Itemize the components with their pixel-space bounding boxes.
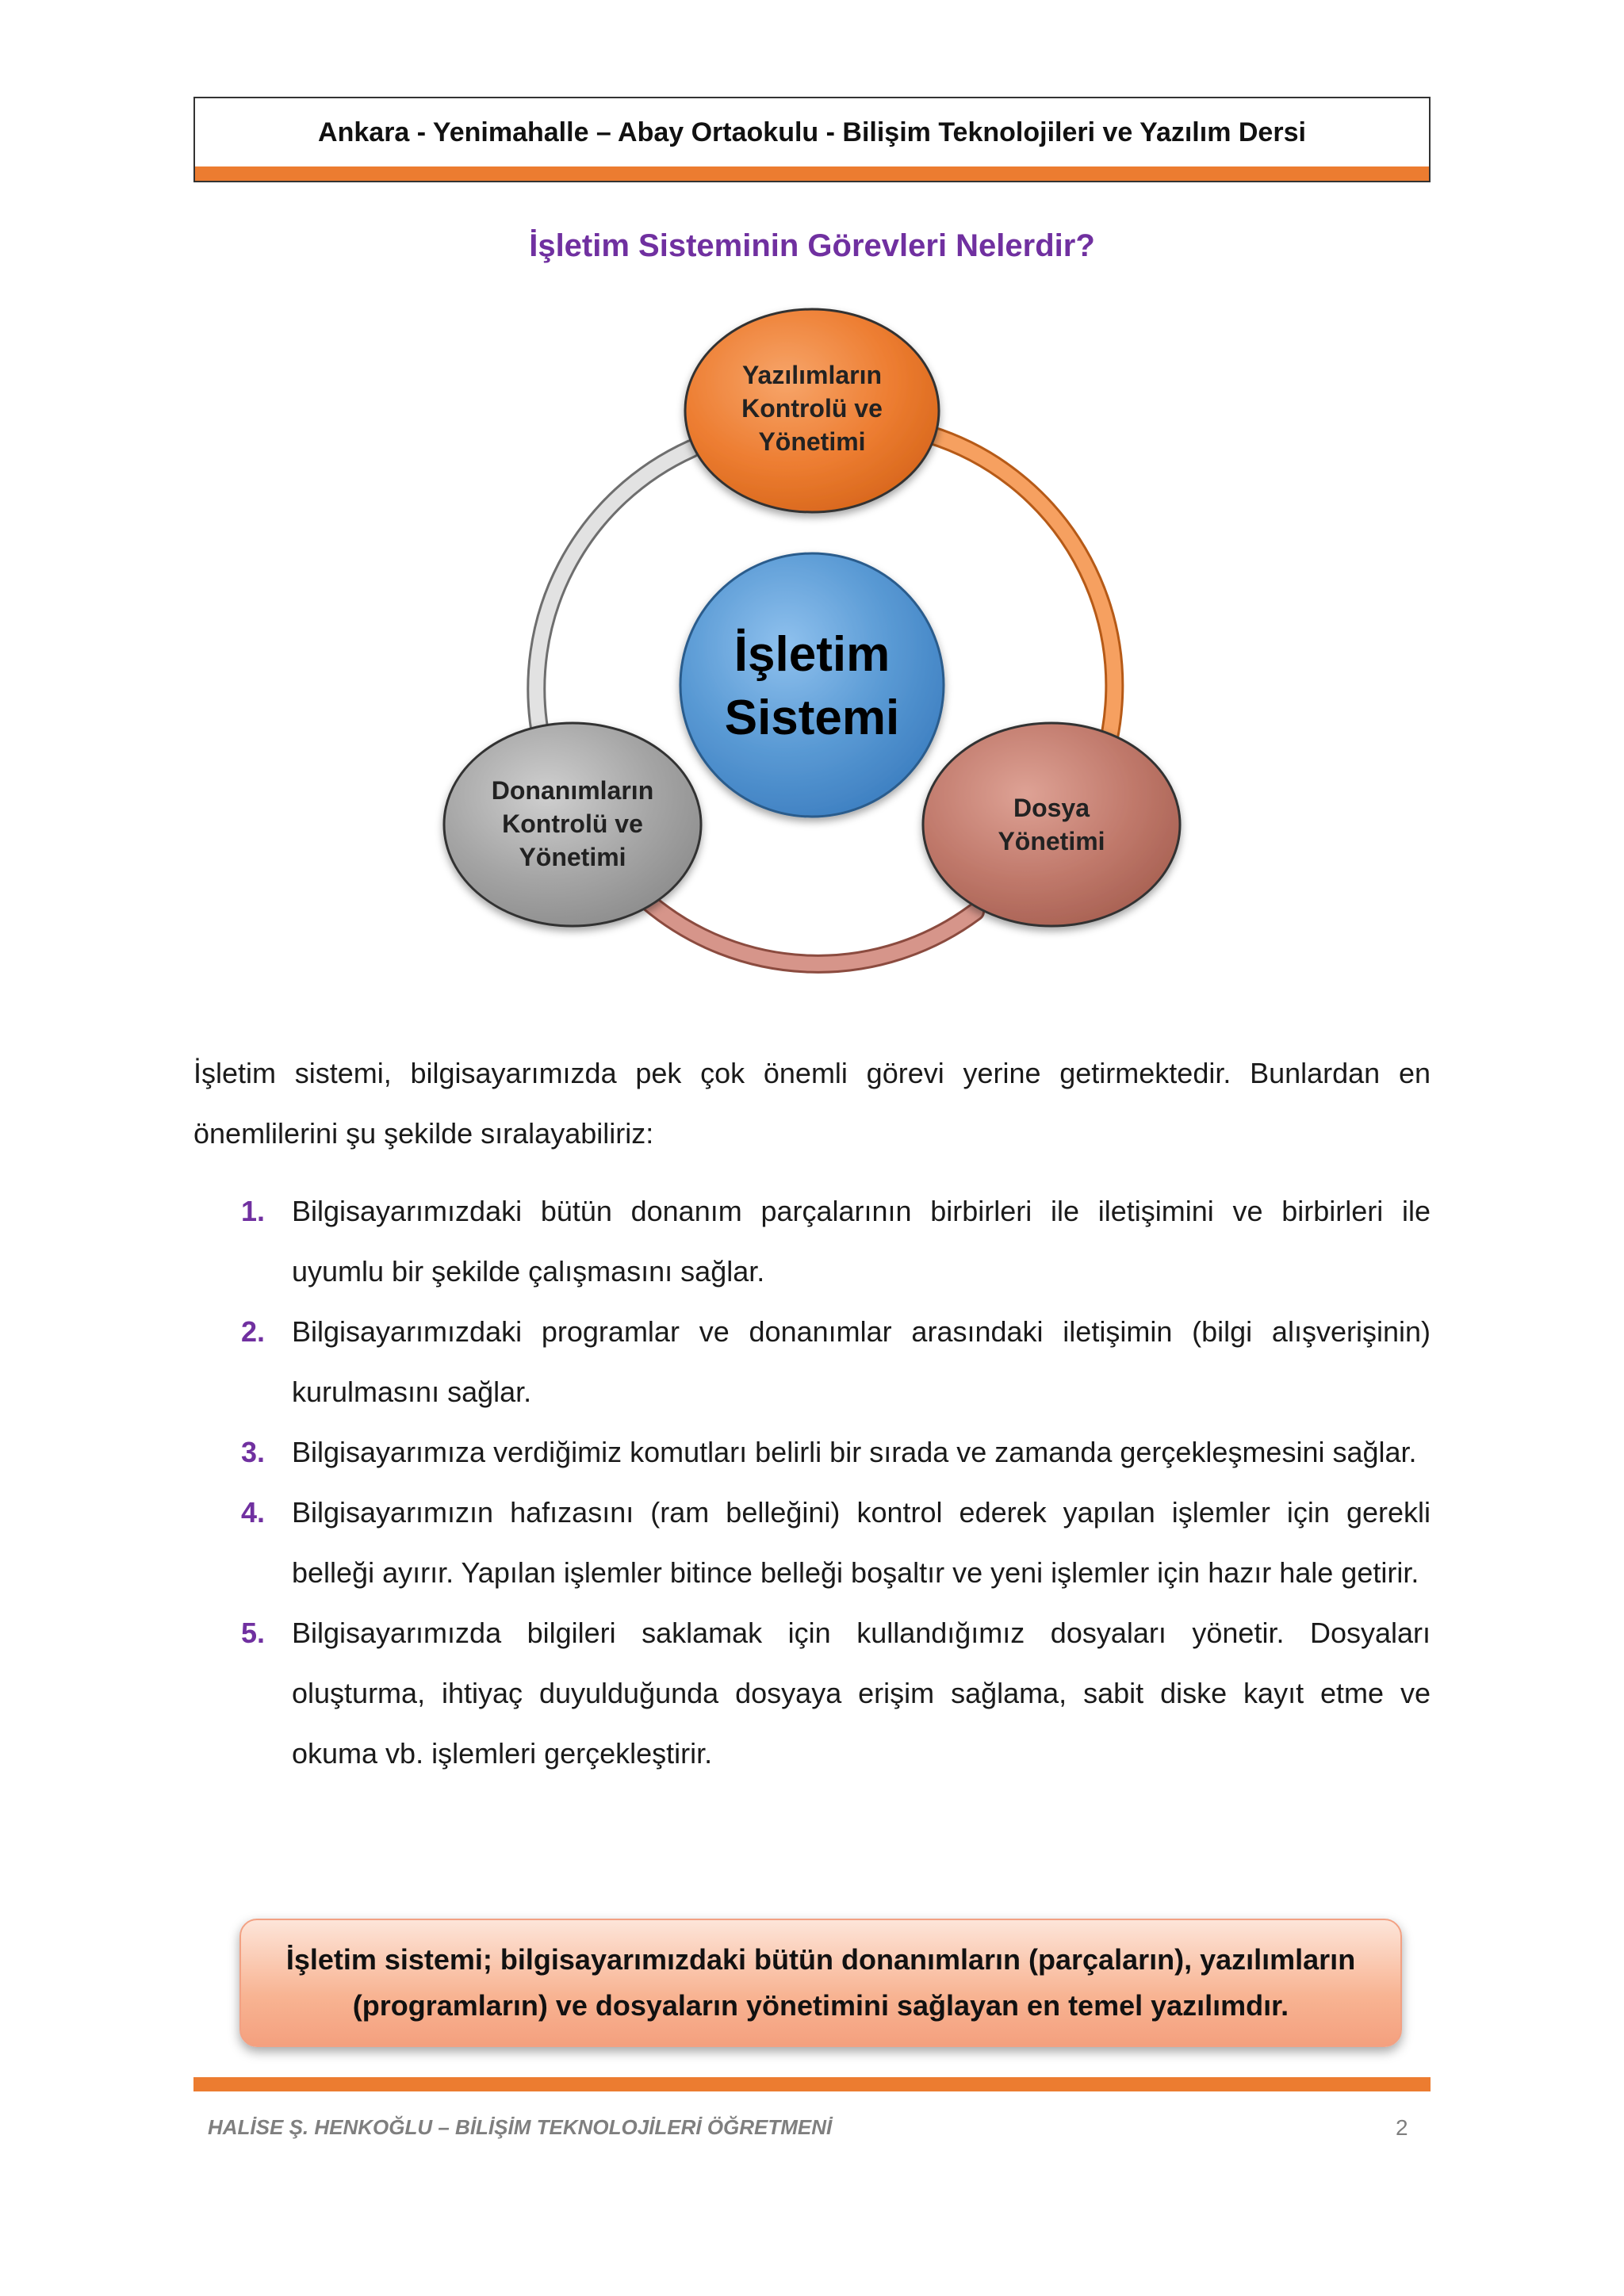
- list-item: [193, 1483, 1431, 1603]
- header-title: Ankara - Yenimahalle – Abay Ortaokulu - Bilişim Teknolojileri ve Yazılım Dersi: [318, 117, 1306, 147]
- node-hardware-line2: Kontrolü ve: [502, 809, 643, 838]
- ring-arc-rose: [649, 902, 975, 964]
- list-number: 5.: [241, 1617, 266, 1649]
- center-label-line2: Sistemi: [724, 691, 900, 745]
- list-text: Bilgisayarımızın hafızasını (ram belleğini) kontrol ederek yapılan işlemler için gerekli belleği ayırır. Yapılan işlemler bitince belleği boşaltır ve yeni işlemler için hazır hale getirir.: [292, 1496, 1431, 1589]
- node-hardware-line1: Donanımların: [491, 776, 654, 805]
- node-software-line3: Yönetimi: [758, 427, 866, 456]
- footer-author: HALİSE Ş. HENKOĞLU – BİLİŞİM TEKNOLOJİLERİ ÖĞRETMENİ: [208, 2115, 833, 2139]
- node-file-management: [923, 723, 1180, 926]
- summary-callout: [239, 1919, 1402, 2047]
- node-files-line2: Yönetimi: [998, 827, 1105, 855]
- list-item: [193, 1603, 1431, 1784]
- summary-text: İşletim sistemi; bilgisayarımızdaki bütün donanımların (parçaların), yazılımların (programların) ve dosyaların yönetimini sağlayan en temel yazılımdır.: [285, 1943, 1356, 2022]
- node-hardware-management: [444, 723, 701, 926]
- node-software-line1: Yazılımların: [741, 361, 883, 389]
- list-text: Bilgisayarımıza verdiğimiz komutları belirli bir sırada ve zamanda gerçekleşmesini sağlar.: [292, 1436, 1417, 1468]
- os-functions-diagram: [0, 0, 1624, 1031]
- center-label-line1: İşletim: [733, 627, 891, 682]
- page-number: 2: [1396, 2115, 1408, 2140]
- list-item: [193, 1422, 1431, 1483]
- node-files-line1: Dosya: [1013, 794, 1090, 822]
- center-node-operating-system: [680, 553, 944, 817]
- list-item: [193, 1302, 1431, 1422]
- list-number: 1.: [241, 1195, 266, 1227]
- ring-arc-gray: [536, 449, 691, 737]
- node-software-line2: Kontrolü ve: [741, 394, 883, 423]
- node-hardware-line3: Yönetimi: [519, 843, 626, 871]
- node-software-management: [685, 309, 939, 512]
- list-number: 4.: [241, 1496, 266, 1529]
- list-text: Bilgisayarımızda bilgileri saklamak için kullandığımız dosyaları yönetir. Dosyaları oluşturma, ihtiyaç duyulduğunda dosyaya erişim sağlama, sabit diske kayıt etme ve okuma vb. işlemleri gerçekleştirir.: [292, 1617, 1431, 1770]
- list-item: [193, 1181, 1431, 1302]
- list-number: 3.: [241, 1436, 266, 1468]
- page-title: İşletim Sisteminin Görevleri Nelerdir?: [529, 228, 1095, 263]
- os-duties-list: [193, 1181, 1431, 1784]
- footer-accent-bar: [193, 2077, 1431, 2091]
- list-text: Bilgisayarımızdaki programlar ve donanımlar arasındaki iletişimin (bilgi alışverişinin) kurulmasını sağlar.: [292, 1315, 1431, 1408]
- list-number: 2.: [241, 1315, 266, 1348]
- list-text: Bilgisayarımızdaki bütün donanım parçalarının birbirleri ile iletişimini ve birbirleri ile uyumlu bir şekilde çalışmasını sağlar.: [292, 1195, 1431, 1288]
- intro-paragraph: İşletim sistemi, bilgisayarımızda pek çok önemli görevi yerine getirmektedir. Bunlardan en önemlilerini şu şekilde sıralayabiliriz:: [193, 1057, 1431, 1150]
